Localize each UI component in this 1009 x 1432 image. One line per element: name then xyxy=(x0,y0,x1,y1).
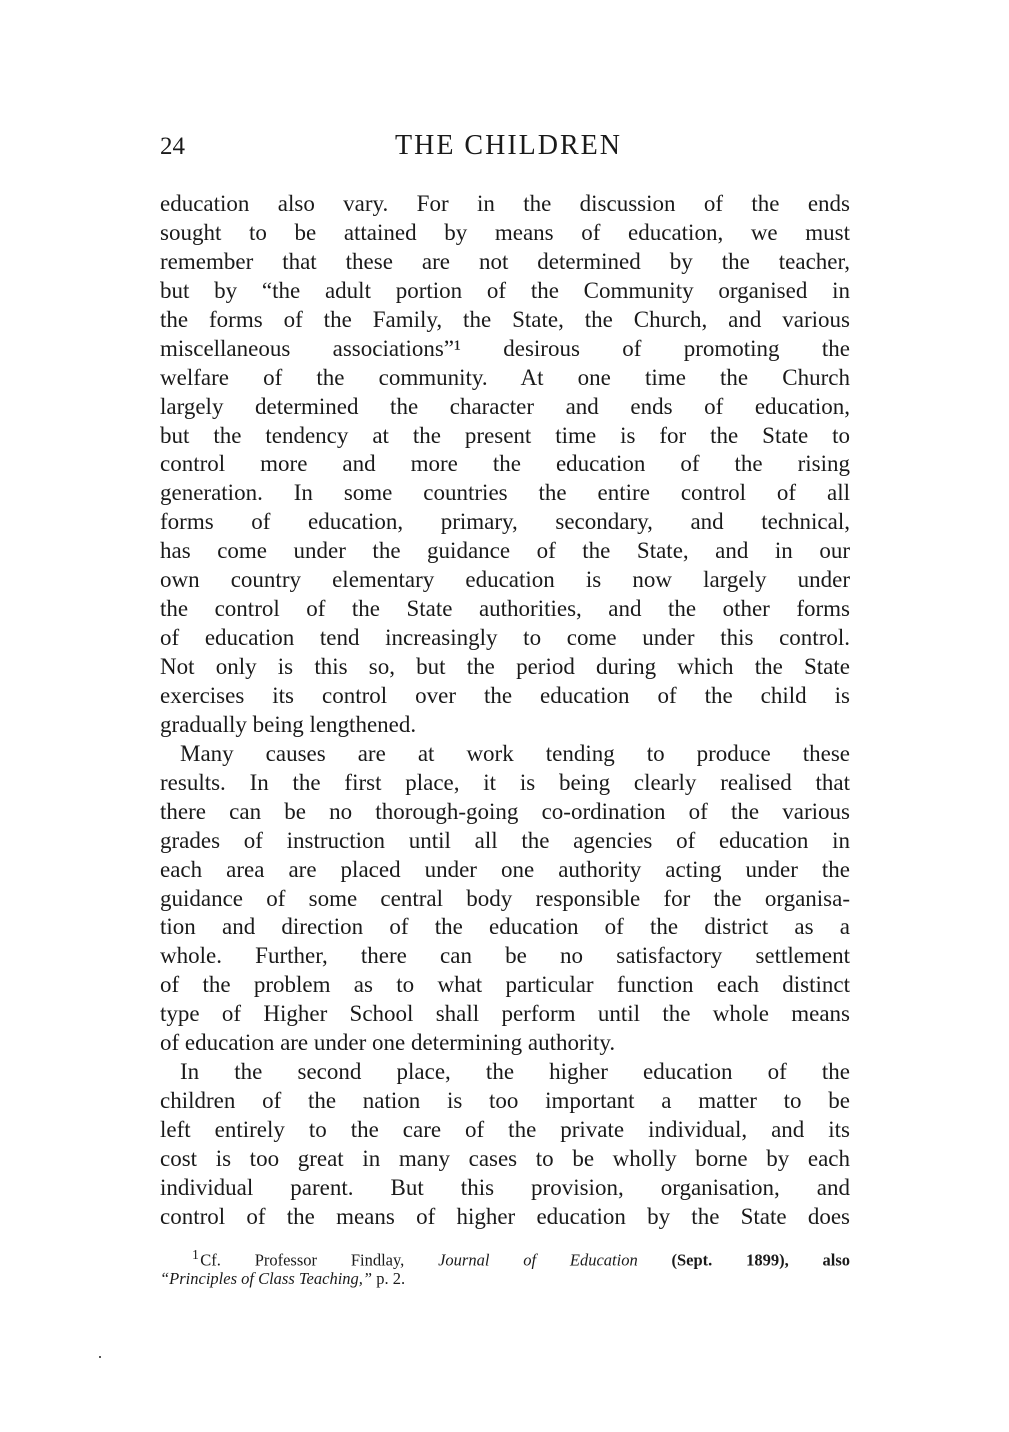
text-line: of the problem as to what particular function each distinct xyxy=(160,972,850,998)
text-line: control more and more the education of the rising xyxy=(160,451,850,477)
footnote-citation-lead: Cf. Professor Findlay, xyxy=(200,1250,405,1270)
footnote-line-2 xyxy=(160,1267,850,1291)
footnote-marker: 1 xyxy=(192,1247,199,1262)
footnote xyxy=(160,1243,850,1291)
text-line: cost is too great in many cases to be wholly borne by each xyxy=(160,1145,850,1171)
text-line: education also vary. For in the discussion of the ends xyxy=(160,191,850,216)
running-title: THE CHILDREN xyxy=(395,130,622,161)
footnote-journal-title: Journal of Education xyxy=(438,1250,638,1270)
text-line: the forms of the Family, the State, the Church, and various xyxy=(160,306,850,332)
text-line: largely determined the character and ends of education, xyxy=(160,393,850,419)
paragraph-end-line: of education are under one determining authority. xyxy=(160,1030,616,1056)
scan-speck xyxy=(99,1356,101,1358)
footnote-book-title: “Principles of Class Teaching,” xyxy=(160,1269,373,1288)
text-line: guidance of some central body responsible for the organisa- xyxy=(160,885,850,911)
text-line: each area are placed under one authority acting under the xyxy=(160,856,850,882)
text-line: children of the nation is too important a matter to be xyxy=(160,1088,850,1114)
text-line: control of the means of higher education by the State does xyxy=(160,1203,850,1229)
text-line: whole. Further, there can be no satisfactory settlement xyxy=(160,943,850,969)
footnote-citation-tail: (Sept. 1899), also xyxy=(671,1250,851,1270)
text-line: own country elementary education is now largely under xyxy=(160,567,850,593)
paragraph-start-line: In the second place, the higher education of the xyxy=(180,1059,850,1085)
footnote-page-ref: p. 2. xyxy=(376,1269,406,1288)
text-line: left entirely to the care of the private individual, and its xyxy=(160,1117,850,1142)
text-line: but by “the adult portion of the Community organised in xyxy=(160,277,850,303)
text-line: type of Higher School shall perform until the whole means xyxy=(160,1001,850,1027)
text-line: generation. In some countries the entire control of all xyxy=(160,480,850,506)
footnote-line-1 xyxy=(160,1243,851,1270)
text-line: individual parent. But this provision, organisation, and xyxy=(160,1174,850,1200)
text-line: grades of instruction until all the agencies of education in xyxy=(160,827,850,853)
text-line: exercises its control over the education of the child is xyxy=(160,682,850,708)
text-line: welfare of the community. At one time the Church xyxy=(160,364,850,390)
paragraph-start-line: Many causes are at work tending to produce these xyxy=(180,740,850,766)
text-line: of education tend increasingly to come under this control. xyxy=(160,625,850,651)
text-line: the control of the State authorities, and the other forms xyxy=(160,596,850,622)
body-text xyxy=(160,190,850,1232)
text-line: results. In the first place, it is being clearly realised that xyxy=(160,769,850,795)
text-line: but the tendency at the present time is for the State to xyxy=(160,422,850,448)
text-line: miscellaneous associations”¹ desirous of promoting the xyxy=(160,335,850,361)
paragraph-end-line: gradually being lengthened. xyxy=(160,711,417,737)
text-line: remember that these are not determined by the teacher, xyxy=(160,248,850,274)
text-line: Not only is this so, but the period during which the State xyxy=(160,654,850,679)
text-line: sought to be attained by means of education, we must xyxy=(160,219,850,245)
text-line: tion and direction of the education of the district as a xyxy=(160,914,850,940)
text-line: has come under the guidance of the State, and in our xyxy=(160,538,850,564)
page-number: 24 xyxy=(160,133,185,160)
text-line: there can be no thorough-going co-ordination of the various xyxy=(160,798,850,824)
text-line: forms of education, primary, secondary, and technical, xyxy=(160,509,850,535)
